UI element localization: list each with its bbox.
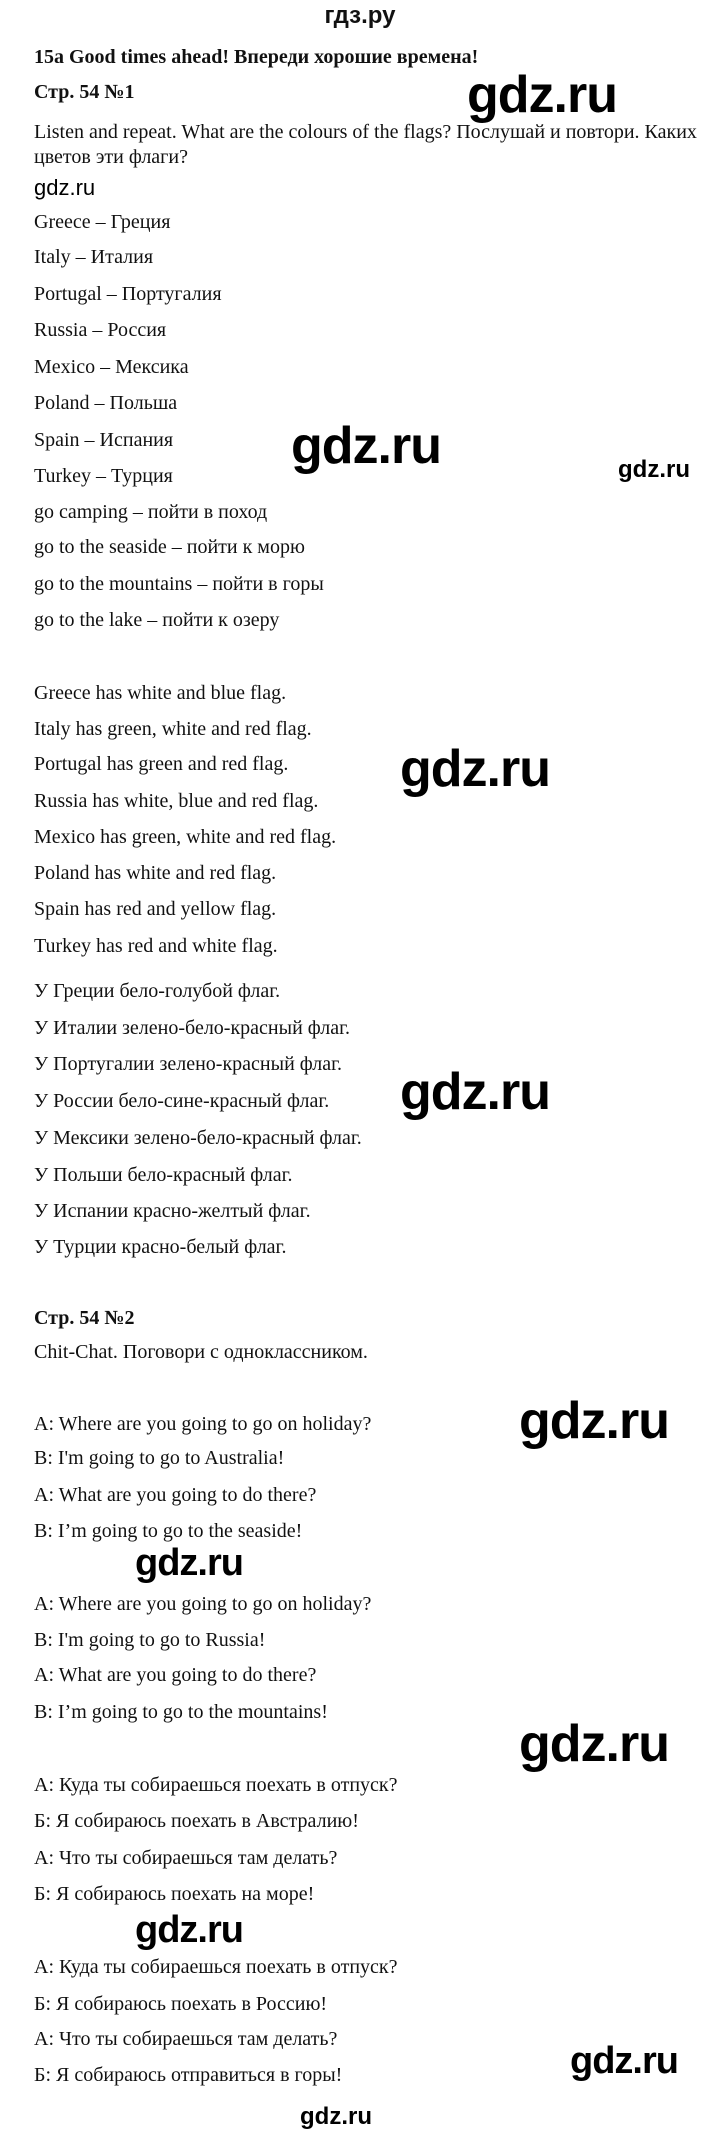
vocab-item: Italy – Италия	[34, 246, 154, 269]
dialog-line: A: What are you going to do there?	[34, 1484, 317, 1507]
vocab-item: Spain – Испания	[34, 429, 174, 452]
answer-ru: У Мексики зелено-бело-красный флаг.	[34, 1127, 362, 1150]
vocab-item: go camping – пойти в поход	[34, 500, 268, 523]
exercise-1-heading: Стр. 54 №1	[34, 81, 135, 104]
exercise-1-instruction: цветов эти флаги?	[34, 146, 188, 168]
vocab-item: go to the seaside – пойти к морю	[34, 536, 305, 559]
answer-ru: У Испании красно-желтый флаг.	[34, 1199, 311, 1222]
vocab-item: go to the mountains – пойти в горы	[34, 573, 324, 596]
watermark-logo: gdz.ru	[519, 1392, 669, 1450]
answer-en: Mexico has green, white and red flag.	[34, 826, 337, 849]
vocab-item: Turkey – Турция	[34, 464, 173, 487]
dialog-line: A: Where are you going to go on holiday?	[34, 1592, 372, 1615]
answer-en: Greece has white and blue flag.	[34, 681, 287, 704]
vocab-item: Portugal – Португалия	[34, 283, 222, 306]
vocab-item: Russia – Россия	[34, 319, 167, 342]
dialog-line: А: Что ты собираешься там делать?	[34, 1847, 338, 1870]
watermark-logo: gdz.ru	[300, 2103, 372, 2130]
dialog-line: Б: Я собираюсь поехать на море!	[34, 1882, 315, 1905]
exercise-2-instruction: Chit-Chat. Поговори с одноклассником.	[34, 1341, 368, 1364]
dialog-line: B: I’m going to go to the mountains!	[34, 1701, 328, 1724]
watermark-logo: gdz.ru	[135, 1909, 243, 1951]
vocab-item: go to the lake – пойти к озеру	[34, 609, 280, 632]
dialog-line: А: Куда ты собираешься поехать в отпуск?	[34, 1774, 398, 1797]
answer-ru: У Польши бело-красный флаг.	[34, 1164, 293, 1187]
answer-ru: У Португалии зелено-красный флаг.	[34, 1052, 343, 1075]
vocab-item: Poland – Польша	[34, 391, 178, 414]
dialog-line: A: What are you going to do there?	[34, 1664, 317, 1687]
watermark-logo: gdz.ru	[34, 175, 96, 200]
dialog-line: B: I'm going to go to Australia!	[34, 1447, 285, 1470]
dialog-line: Б: Я собираюсь отправиться в горы!	[34, 2064, 343, 2087]
vocab-item: Greece – Греция	[34, 210, 171, 233]
dialog-line: Б: Я собираюсь поехать в Россию!	[34, 1992, 328, 2015]
answer-en: Poland has white and red flag.	[34, 861, 277, 884]
answer-ru: У Италии зелено-бело-красный флаг.	[34, 1017, 351, 1040]
exercise-2-heading: Стр. 54 №2	[34, 1307, 135, 1330]
watermark-logo: gdz.ru	[400, 1063, 550, 1121]
answer-en: Portugal has green and red flag.	[34, 753, 289, 776]
answer-en: Spain has red and yellow flag.	[34, 897, 277, 920]
page-title: 15a Good times ahead! Впереди хорошие времена!	[34, 45, 479, 68]
answer-ru: У России бело-сине-красный флаг.	[34, 1089, 330, 1112]
watermark-logo: gdz.ru	[618, 456, 690, 483]
watermark-logo: gdz.ru	[400, 740, 550, 798]
watermark-logo: gdz.ru	[135, 1542, 243, 1584]
dialog-line: A: Where are you going to go on holiday?	[34, 1412, 372, 1435]
answer-ru: У Греции бело-голубой флаг.	[34, 980, 281, 1003]
answer-en: Italy has green, white and red flag.	[34, 717, 312, 740]
dialog-line: B: I’m going to go to the seaside!	[34, 1520, 303, 1542]
exercise-1-instruction: Listen and repeat. What are the colours of the flags? Послушай и повтори. Каких	[34, 121, 697, 144]
watermark-logo: gdz.ru	[570, 2040, 678, 2082]
dialog-line: B: I'm going to go to Russia!	[34, 1628, 266, 1651]
answer-ru: У Турции красно-белый флаг.	[34, 1235, 287, 1258]
vocab-item: Mexico – Мексика	[34, 356, 189, 379]
watermark-logo: gdz.ru	[467, 66, 617, 124]
dialog-line: А: Куда ты собираешься поехать в отпуск?	[34, 1955, 398, 1978]
watermark-logo: gdz.ru	[519, 1715, 669, 1773]
dialog-line: Б: Я собираюсь поехать в Австралию!	[34, 1809, 359, 1832]
answer-en: Russia has white, blue and red flag.	[34, 790, 319, 813]
dialog-line: А: Что ты собираешься там делать?	[34, 2028, 338, 2051]
site-header: гдз.ру	[324, 2, 396, 29]
answer-en: Turkey has red and white flag.	[34, 934, 278, 957]
watermark-logo: gdz.ru	[291, 417, 441, 475]
